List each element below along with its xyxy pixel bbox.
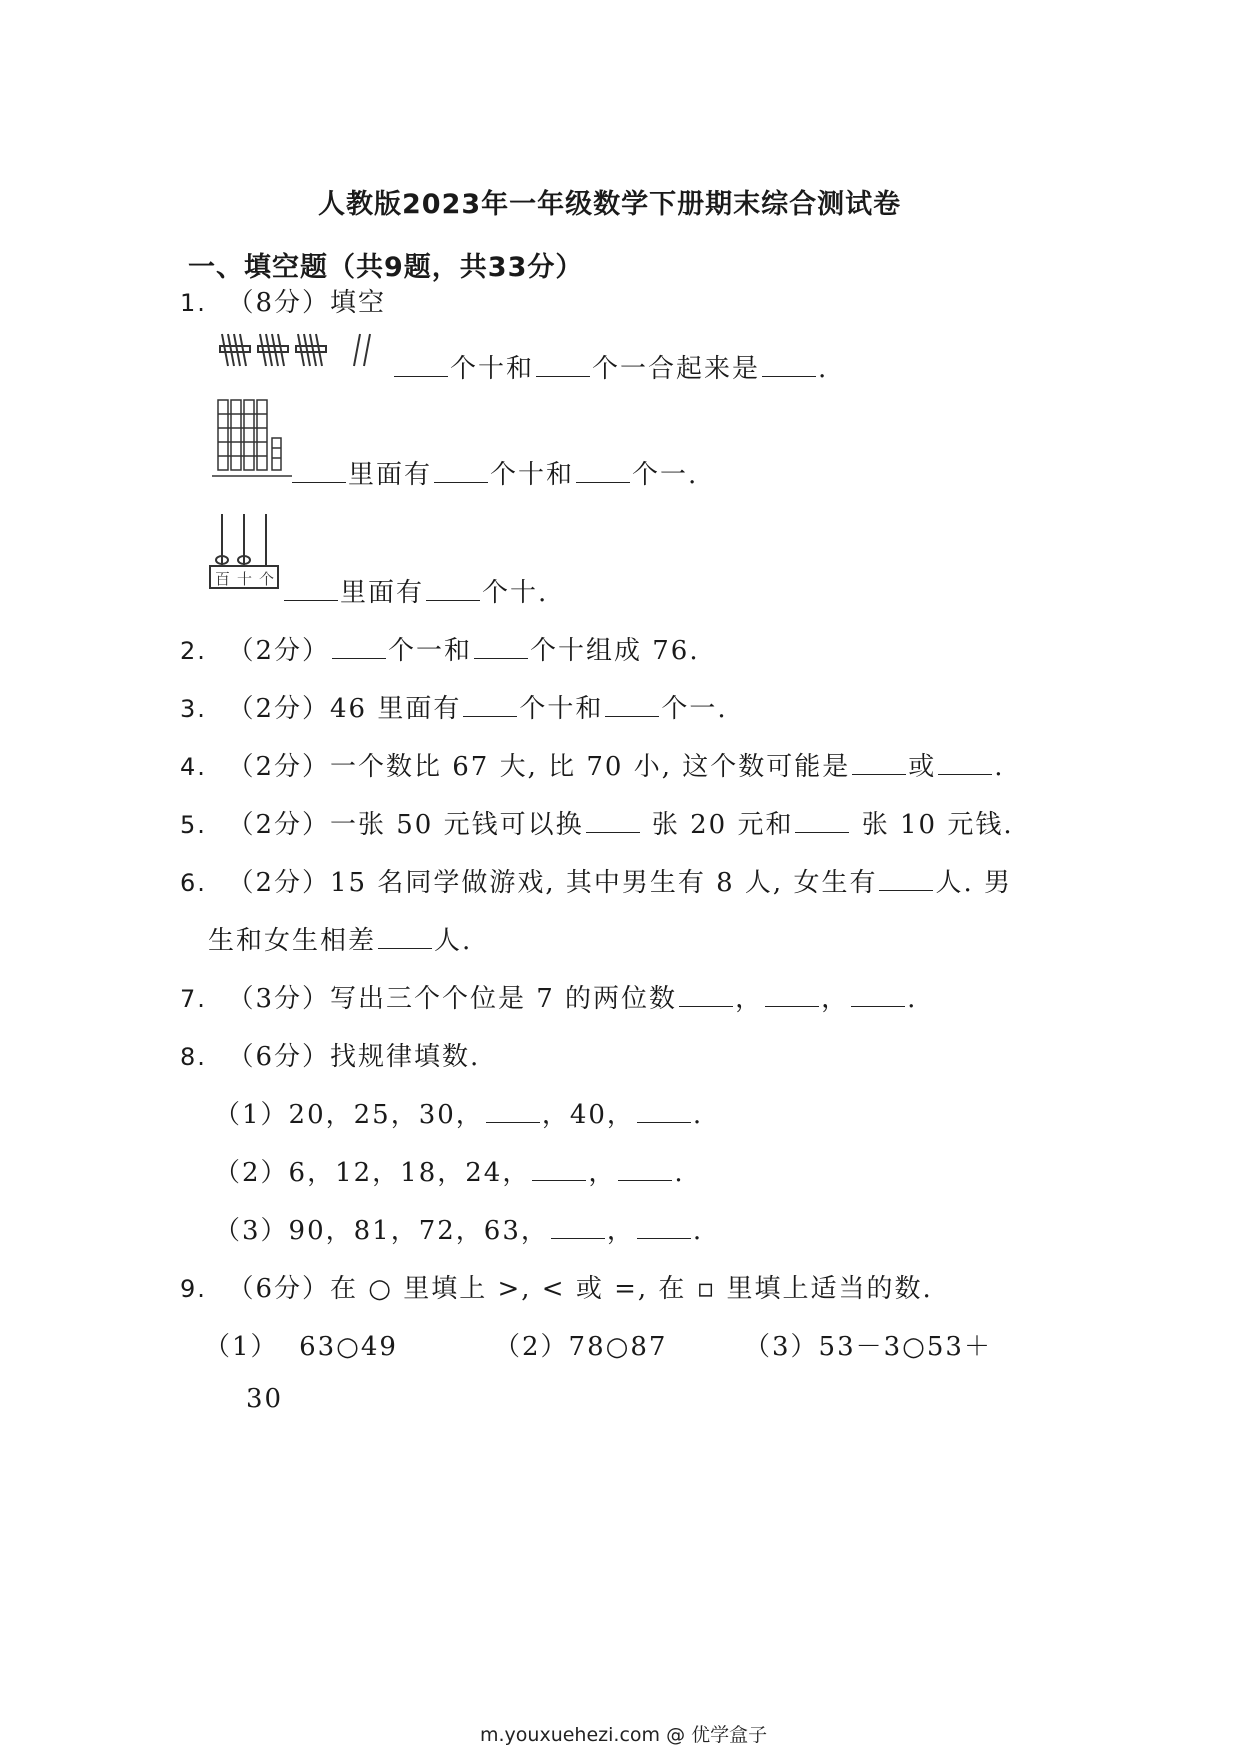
answer-blank[interactable] — [852, 752, 906, 775]
text: 生和女生相差 — [208, 926, 377, 956]
item-label: （2） — [494, 1332, 569, 1362]
item-label: （2） — [214, 1158, 289, 1188]
question-9-wrap: 30 — [246, 1384, 284, 1414]
text: 里面有 — [348, 460, 433, 490]
question-2 — [180, 630, 700, 667]
section-heading: 一、填空题（共9题，共33分） — [188, 252, 584, 283]
abacus-label-tens: 十 — [237, 570, 253, 588]
question-8-item-1 — [214, 1094, 703, 1131]
abacus-image — [208, 510, 280, 592]
item-label: （3） — [744, 1332, 819, 1362]
question-9-item-1 — [204, 1326, 398, 1363]
question-4 — [180, 746, 1005, 783]
question-1-header — [180, 282, 386, 319]
text: 个一. — [632, 460, 699, 490]
answer-blank[interactable] — [605, 694, 659, 717]
question-8-item-3 — [214, 1210, 703, 1247]
question-number: 8. — [180, 1043, 207, 1071]
question-6-continued — [208, 920, 472, 957]
question-5 — [180, 804, 1014, 841]
item-label: （3） — [214, 1216, 289, 1246]
answer-blank[interactable] — [637, 1100, 691, 1123]
bundles-image — [216, 328, 386, 374]
answer-blank[interactable] — [762, 354, 816, 377]
question-6 — [180, 862, 1012, 899]
text: 个十和 — [490, 460, 575, 490]
text: ，40， — [541, 1100, 635, 1130]
answer-blank[interactable] — [618, 1158, 672, 1181]
text: （3分）写出三个个位是 7 的两位数 — [227, 984, 678, 1014]
text: 里面有 — [340, 578, 425, 608]
answer-blank[interactable] — [576, 460, 630, 483]
answer-blank[interactable] — [486, 1100, 540, 1123]
item-label: （1） — [214, 1100, 289, 1130]
answer-blank[interactable] — [463, 694, 517, 717]
answer-blank[interactable] — [679, 984, 733, 1007]
answer-blank[interactable] — [879, 868, 933, 891]
answer-blank[interactable] — [378, 926, 432, 949]
question-9-header — [180, 1268, 933, 1305]
text: . — [818, 354, 829, 384]
question-7 — [180, 978, 917, 1015]
text: . — [994, 752, 1005, 782]
text: ， — [606, 1216, 635, 1246]
text: 个十组成 76. — [530, 636, 700, 666]
question-9-item-3 — [744, 1326, 992, 1363]
expression: 53－3○53＋ — [818, 1332, 992, 1362]
question-text: （8分）填空 — [227, 288, 386, 318]
text: 个一和 — [387, 636, 472, 666]
answer-blank[interactable] — [434, 460, 488, 483]
question-number: 6. — [180, 869, 207, 897]
text: 个十. — [482, 578, 549, 608]
text: . — [907, 984, 918, 1014]
answer-blank[interactable] — [795, 810, 849, 833]
answer-blank[interactable] — [851, 984, 905, 1007]
question-text: （6分）在 ○ 里填上 >, < 或 =, 在 ▫ 里填上适当的数. — [227, 1274, 933, 1304]
answer-blank[interactable] — [292, 460, 346, 483]
answer-blank[interactable] — [637, 1216, 691, 1239]
answer-blank[interactable] — [332, 636, 386, 659]
answer-blank[interactable] — [551, 1216, 605, 1239]
question-1b — [290, 454, 698, 491]
text: 个十和 — [519, 694, 604, 724]
question-number: 5. — [180, 811, 207, 839]
answer-blank[interactable] — [426, 578, 480, 601]
text: （2分）一个数比 67 大, 比 70 小, 这个数可能是 — [227, 752, 851, 782]
text: 人. — [434, 926, 473, 956]
question-number: 4. — [180, 753, 207, 781]
question-text: （6分）找规律填数. — [227, 1042, 481, 1072]
answer-blank[interactable] — [284, 578, 338, 601]
answer-blank[interactable] — [394, 354, 448, 377]
question-number: 7. — [180, 985, 207, 1013]
text: 张 10 元钱. — [851, 810, 1014, 840]
question-3 — [180, 688, 728, 725]
question-number: 9. — [180, 1275, 207, 1303]
answer-blank[interactable] — [765, 984, 819, 1007]
text: （2分） — [227, 636, 330, 666]
text: 人. 男 — [935, 868, 1012, 898]
question-number: 2. — [180, 637, 207, 665]
text: . — [692, 1100, 704, 1130]
text: 个一合起来是 — [592, 354, 761, 384]
text: 张 20 元和 — [641, 810, 794, 840]
question-1c — [282, 572, 548, 609]
answer-blank[interactable] — [586, 810, 640, 833]
sequence: 90，81，72，63， — [288, 1216, 549, 1246]
text: （2分）一张 50 元钱可以换 — [227, 810, 584, 840]
answer-blank[interactable] — [938, 752, 992, 775]
separator: ， — [821, 984, 850, 1014]
question-8-header — [180, 1036, 480, 1073]
abacus-label-ones: 个 — [259, 570, 275, 588]
text: 个十和 — [450, 354, 535, 384]
footer-watermark: m.youxuehezi.com @ 优学盒子 — [480, 1724, 768, 1746]
answer-blank[interactable] — [536, 354, 590, 377]
text: （2分）15 名同学做游戏, 其中男生有 8 人, 女生有 — [227, 868, 878, 898]
question-number: 3. — [180, 695, 207, 723]
item-label: （1） — [204, 1332, 279, 1362]
expression: 78○87 — [568, 1332, 668, 1362]
text: 个一. — [661, 694, 728, 724]
separator: ， — [735, 984, 764, 1014]
question-8-item-2 — [214, 1152, 685, 1189]
answer-blank[interactable] — [474, 636, 528, 659]
question-1a — [392, 348, 828, 385]
question-9-item-2 — [494, 1326, 667, 1363]
expression: 63○49 — [299, 1332, 398, 1362]
answer-blank[interactable] — [532, 1158, 586, 1181]
sequence: 20，25，30， — [288, 1100, 484, 1130]
text: ， — [588, 1158, 617, 1188]
abacus-label-hundreds: 百 — [215, 570, 231, 588]
question-number: 1. — [180, 289, 207, 317]
page-title: 人教版2023年一年级数学下册期末综合测试卷 — [318, 189, 902, 220]
text: . — [692, 1216, 704, 1246]
cubes-image — [212, 398, 292, 480]
text: 或 — [908, 752, 937, 782]
text: . — [674, 1158, 685, 1188]
sequence: 6，12，18，24， — [288, 1158, 531, 1188]
text: （2分）46 里面有 — [227, 694, 462, 724]
